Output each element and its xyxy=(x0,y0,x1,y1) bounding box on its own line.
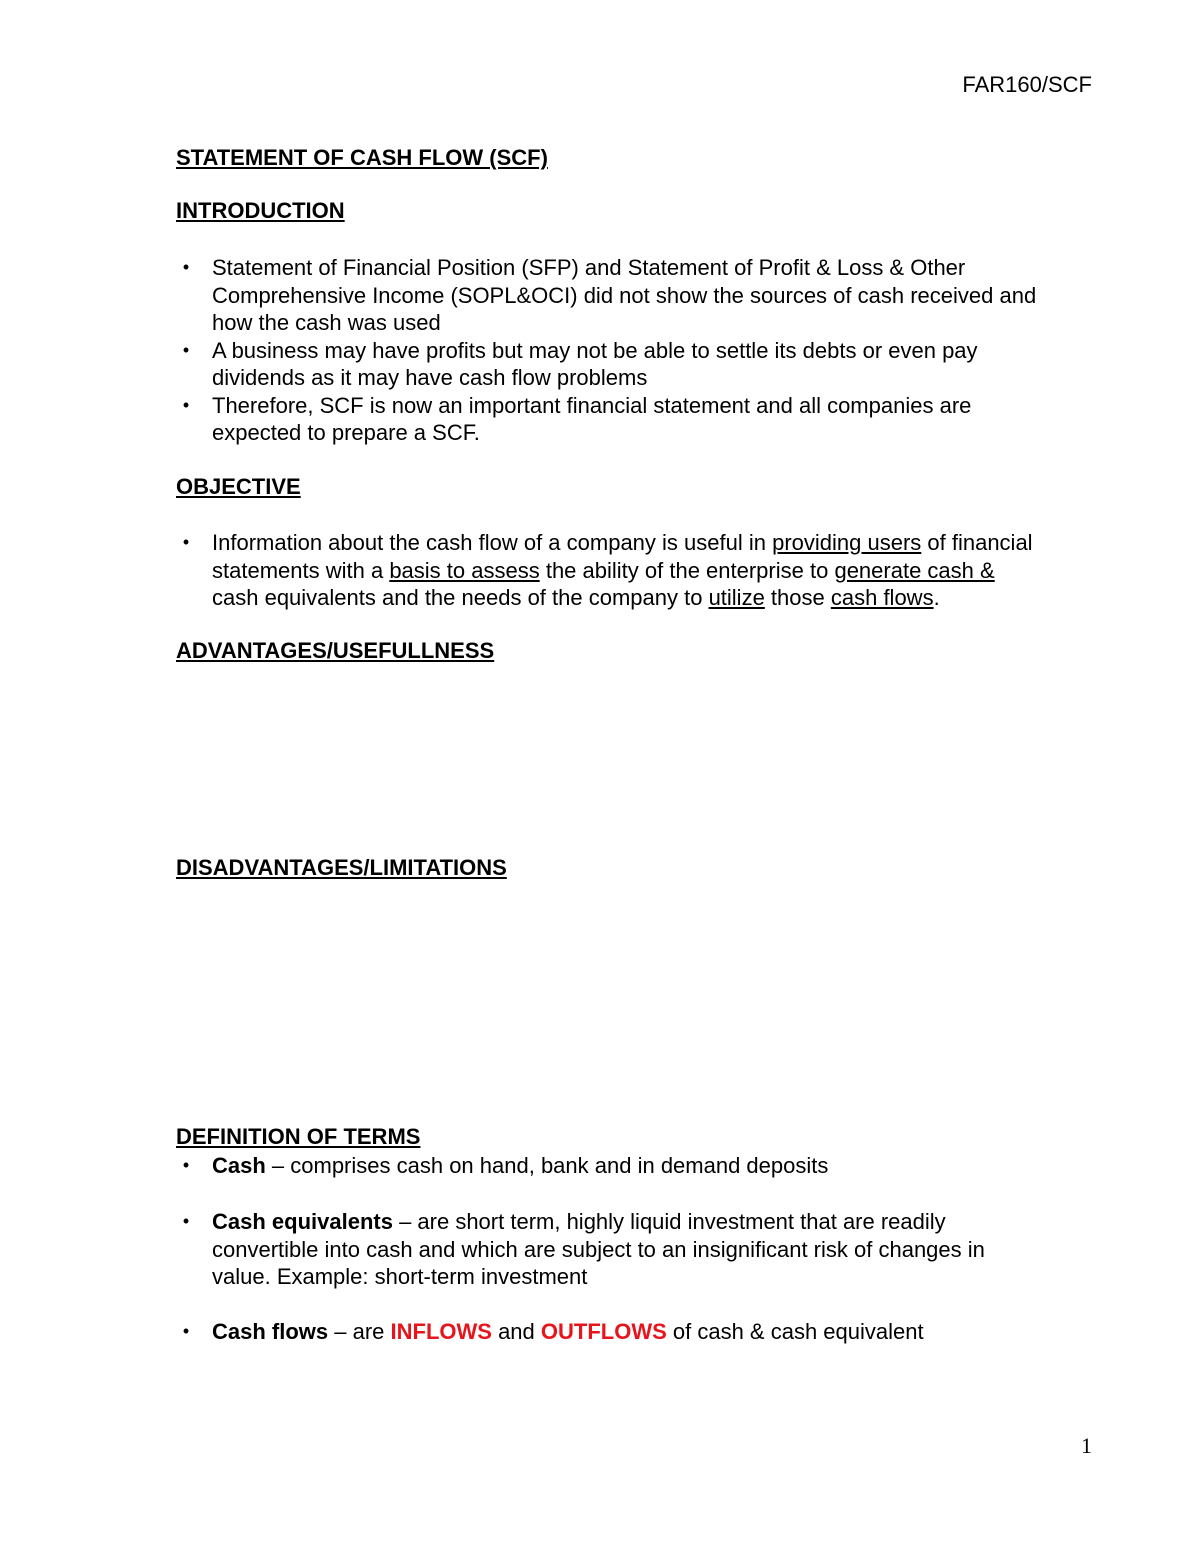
list-item: • Statement of Financial Position (SFP) and Statement of Profit & Loss & Other Comprehensive Income (SOPL&OCI) did not show the sources of cash received and how the cash was used xyxy=(176,254,1116,337)
definitions-list xyxy=(176,1152,1116,1180)
page-number: 1 xyxy=(1081,1433,1092,1458)
definitions-list xyxy=(176,1208,1116,1291)
advantages-heading: ADVANTAGES/USEFULLNESS xyxy=(176,638,495,663)
definitions-heading: DEFINITION OF TERMS xyxy=(176,1124,421,1149)
list-item: • Cash – comprises cash on hand, bank and in demand deposits xyxy=(176,1152,1116,1180)
page-header: FAR160/SCF xyxy=(962,72,1092,97)
bullet-icon: • xyxy=(182,532,190,552)
list-item: • A business may have profits but may not be able to settle its debts or even pay dividends as it may have cash flow problems xyxy=(176,337,1116,392)
outflows-emphasis: OUTFLOWS xyxy=(540,1319,667,1344)
bullet-icon: • xyxy=(182,1211,190,1231)
inflows-emphasis: INFLOWS xyxy=(390,1319,492,1344)
bullet-icon: • xyxy=(182,394,190,415)
definitions-list xyxy=(176,1318,1116,1346)
objective-list xyxy=(176,529,1116,612)
introduction-list xyxy=(176,254,1116,447)
document-title: STATEMENT OF CASH FLOW (SCF) xyxy=(176,145,548,170)
objective-heading: OBJECTIVE xyxy=(176,474,301,499)
introduction-heading: INTRODUCTION xyxy=(176,198,345,223)
list-item: • Information about the cash flow of a company is useful in providing users of financial statements with a basis to assess the ability of the enterprise to generate cash & cash equivalents and the needs of the company to utilize those cash flows. xyxy=(176,529,1116,612)
bullet-icon: • xyxy=(182,1321,190,1341)
bullet-icon: • xyxy=(182,257,190,277)
bullet-icon: • xyxy=(182,1155,190,1175)
list-item: • Therefore, SCF is now an important financial statement and all companies are expected to prepare a SCF. xyxy=(176,392,1116,447)
bullet-icon: • xyxy=(182,339,190,360)
list-item: • Cash flows – are INFLOWS and OUTFLOWS of cash & cash equivalent xyxy=(176,1318,1116,1346)
disadvantages-heading: DISADVANTAGES/LIMITATIONS xyxy=(176,855,507,880)
list-item: • Cash equivalents – are short term, highly liquid investment that are readily convertible into cash and which are subject to an insignificant risk of changes in value. Example: short-term investment xyxy=(176,1208,1116,1291)
